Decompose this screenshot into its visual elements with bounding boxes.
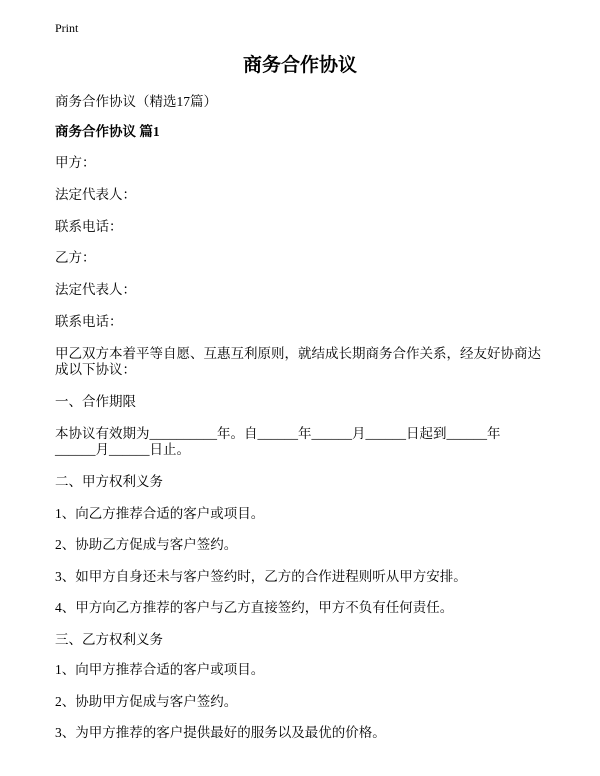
term-paragraph-line: 本协议有效期为__________年。自______年______月______日起到______年 [55,426,501,441]
list-item: 4、甲方向乙方推荐的客户与乙方直接签约，甲方不负有任何责任。 [55,600,454,615]
section-heading: 三、乙方权利义务 [55,632,163,647]
list-item: 1、向乙方推荐合适的客户或项目。 [55,506,265,521]
list-item: 2、协助甲方促成与客户签约。 [55,694,238,709]
page-title: 商务合作协议 [242,55,357,76]
article-heading: 商务合作协议 篇1 [55,124,160,139]
intro-paragraph-line: 成以下协议： [55,362,136,377]
list-item: 3、为甲方推荐的客户提供最好的服务以及最优的价格。 [55,725,386,740]
term-paragraph-line: ______月______日止。 [55,442,190,457]
document-subtitle: 商务合作协议（精选17篇） [55,94,217,109]
section-heading: 一、合作期限 [55,394,136,409]
party-a-representative-label: 法定代表人： [55,187,136,202]
party-b-representative-label: 法定代表人： [55,282,136,297]
party-a-phone-label: 联系电话： [55,219,123,234]
list-item: 2、协助乙方促成与客户签约。 [55,537,238,552]
list-item: 3、如甲方自身还未与客户签约时，乙方的合作进程则听从甲方安排。 [55,569,467,584]
party-b-label: 乙方： [55,250,96,265]
party-a-label: 甲方： [55,155,96,170]
section-heading: 二、甲方权利义务 [55,474,163,489]
party-b-phone-label: 联系电话： [55,314,123,329]
list-item: 1、向甲方推荐合适的客户或项目。 [55,662,265,677]
print-link[interactable]: Print [55,21,79,35]
intro-paragraph-line: 甲乙双方本着平等自愿、互惠互利原则，就结成长期商务合作关系，经友好协商达 [55,346,541,361]
